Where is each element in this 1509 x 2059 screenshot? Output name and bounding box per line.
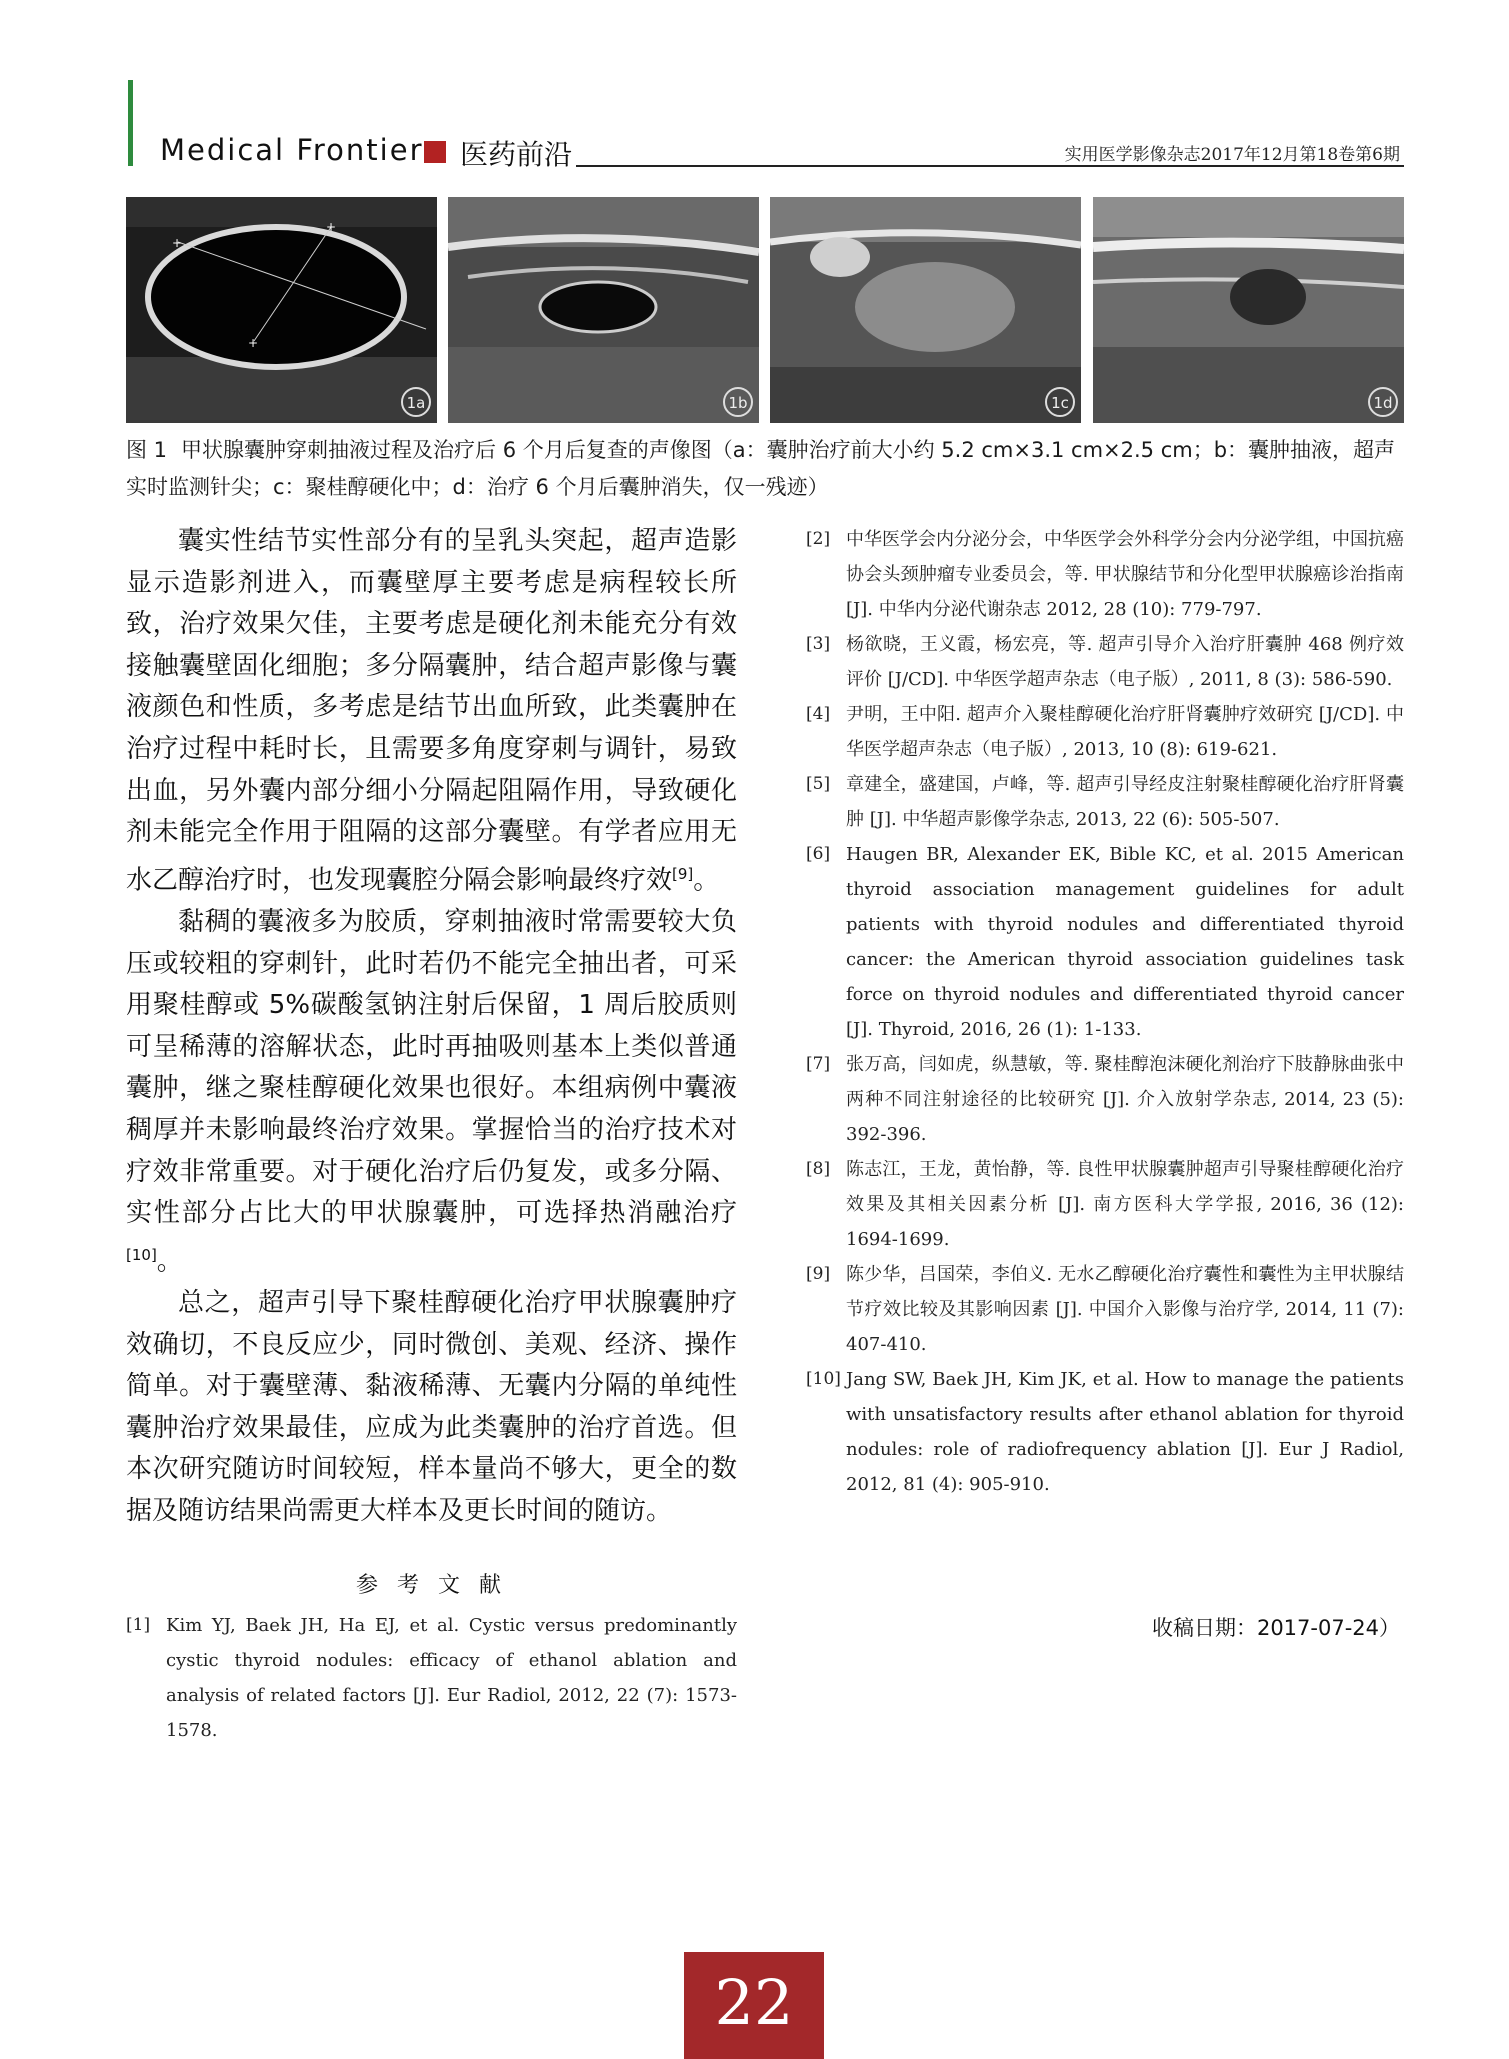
ultrasound-panel-1d [1093, 197, 1404, 423]
ultrasound-panel-1c [770, 197, 1081, 423]
reference-number: [6] [806, 844, 831, 864]
ultrasound-image-1c [770, 197, 1081, 423]
reference-number: [2] [806, 529, 831, 549]
reference-number: [8] [806, 1159, 831, 1179]
body-paragraph-2: 黏稠的囊液多为胶质，穿刺抽液时常需要较大负压或较粗的穿刺针，此时若仍不能完全抽出者，可采用聚桂醇或 5%碳酸氢钠注射后保留，1 周后胶质则可呈稀薄的溶解状态，此时再抽吸则基本上类似普通囊肿，继之聚桂醇硬化效果也很好。本组病例中囊液稠厚并未影响最终治疗效果。掌握恰当的治疗技术对疗效非常重要。对于硬化治疗后仍复发，或多分隔、实性部分占比大的甲状腺囊肿，可选择热消融治疗[10]。 [126, 907, 737, 1277]
brand-title-cn: 医药前沿 [460, 138, 573, 171]
ultrasound-image-1d [1093, 197, 1404, 423]
reference-item [806, 1362, 1404, 1502]
header-rule [576, 165, 1404, 167]
figure-caption [126, 432, 1404, 506]
svg-text:+: + [248, 336, 259, 350]
reference-item [126, 1608, 737, 1748]
reference-list-left [126, 1608, 737, 1748]
reference-number: [9] [806, 1264, 831, 1284]
ultrasound-figure [126, 197, 1404, 423]
reference-number: [7] [806, 1054, 831, 1074]
reference-item [806, 767, 1404, 837]
page-number: 22 [714, 1966, 794, 2039]
reference-number: [3] [806, 634, 831, 654]
reference-text: 张万高，闫如虎，纵慧敏，等. 聚桂醇泡沫硬化剂治疗下肢静脉曲张中两种不同注射途径的比较研究 [J]. 介入放射学杂志, 2014, 23 (5): 392-396. [846, 1054, 1404, 1145]
brand-title-en: Medical Frontier [160, 133, 424, 167]
ultrasound-panel-1b [448, 197, 759, 423]
body-paragraph-1: 囊实性结节实性部分有的呈乳头突起，超声造影显示造影剂进入，而囊壁厚主要考虑是病程较长所致，治疗效果欠佳，主要考虑是硬化剂未能充分有效接触囊壁固化细胞；多分隔囊肿，结合超声影像与囊液颜色和性质，多考虑是结节出血所致，此类囊肿在治疗过程中耗时长，且需要多角度穿刺与调针，易致出血，另外囊内部分细小分隔起阻隔作用，导致硬化剂未能完全作用于阻隔的这部分囊壁。有学者应用无水乙醇治疗时，也发现囊腔分隔会影响最终疗效[9]。 [126, 526, 737, 896]
page-number-box [684, 1952, 824, 2059]
reference-text: Kim YJ, Baek JH, Ha EJ, et al. Cystic versus predominantly cystic thyroid nodules: efficacy of ethanol ablation and analysis of related factors [J]. Eur Radiol, 2012, 22 (7): 1573-1578. [166, 1615, 737, 1741]
reference-item [806, 1047, 1404, 1152]
reference-item [806, 1257, 1404, 1362]
reference-item [806, 627, 1404, 697]
svg-text:+: + [326, 220, 337, 234]
reference-text: 尹明，王中阳. 超声介入聚桂醇硬化治疗肝肾囊肿疗效研究 [J/CD]. 中华医学超声杂志（电子版）, 2013, 10 (8): 619-621. [846, 704, 1404, 760]
brand-square-icon [424, 141, 446, 163]
ultrasound-image-1a [126, 197, 437, 423]
panel-label-1b: 1b [723, 387, 753, 417]
reference-list-right [806, 522, 1404, 1502]
reference-item [806, 837, 1404, 1047]
caption-label: 图 1 [126, 438, 168, 462]
header-accent-bar [128, 80, 133, 166]
panel-label-1d: 1d [1368, 387, 1398, 417]
reference-text: 陈少华，吕国荣，李伯义. 无水乙醇硬化治疗囊性和囊性为主甲状腺结节疗效比较及其影响因素 [J]. 中国介入影像与治疗学, 2014, 11 (7): 407-410. [846, 1264, 1404, 1355]
ultrasound-image-1b [448, 197, 759, 423]
reference-text: Jang SW, Baek JH, Kim JK, et al. How to manage the patients with unsatisfactory results after ethanol ablation for thyroid nodules: role of radiofrequency ablation [J]. Eur J Radiol, 2012, 81 (4): 905-910. [846, 1369, 1404, 1495]
reference-item [806, 522, 1404, 627]
reference-number: [5] [806, 774, 831, 794]
reference-number: [10] [806, 1369, 841, 1389]
reference-item [806, 697, 1404, 767]
reference-item [806, 1152, 1404, 1257]
reference-text: 杨欲晓，王义霞，杨宏亮，等. 超声引导介入治疗肝囊肿 468 例疗效评价 [J/CD]. 中华医学超声杂志（电子版）, 2011, 8 (3): 586-590. [846, 634, 1404, 690]
reference-text: Haugen BR, Alexander EK, Bible KC, et al. 2015 American thyroid association management guidelines for adult patients with thyroid nodules and differentiated thyroid cancer: the American thyroid association guidelines task force on thyroid nodules and differentiated thyroid cancer [J]. Thyroid, 2016, 26 (1): 1-133. [846, 844, 1404, 1040]
references-heading: 参 考 文 献 [356, 1573, 507, 1598]
citation-9: [9] [672, 864, 694, 883]
reference-text: 陈志江，王龙，黄怡静，等. 良性甲状腺囊肿超声引导聚桂醇硬化治疗效果及其相关因素分析 [J]. 南方医科大学学报, 2016, 36 (12): 1694-1699. [846, 1159, 1404, 1250]
reference-text: 章建全，盛建国，卢峰，等. 超声引导经皮注射聚桂醇硬化治疗肝肾囊肿 [J]. 中华超声影像学杂志, 2013, 22 (6): 505-507. [846, 774, 1404, 830]
reference-number: [1] [126, 1615, 151, 1635]
journal-info: 实用医学影像杂志2017年12月第18卷第6期 [1064, 145, 1400, 165]
caption-text: 甲状腺囊肿穿刺抽液过程及治疗后 6 个月后复查的声像图（a：囊肿治疗前大小约 5.2 cm×3.1 cm×2.5 cm；b：囊肿抽液，超声实时监测针尖；c：聚桂醇硬化中；d：治疗 6 个月后囊肿消失，仅一残迹） [126, 438, 1396, 499]
panel-label-1c: 1c [1045, 387, 1075, 417]
citation-10: [10] [126, 1245, 157, 1264]
body-paragraph-3: 总之，超声引导下聚桂醇硬化治疗甲状腺囊肿疗效确切，不良反应少，同时微创、美观、经济、操作简单。对于囊壁薄、黏液稀薄、无囊内分隔的单纯性囊肿治疗效果最佳，应成为此类囊肿的治疗首选。但本次研究随访时间较短，样本量尚不够大，更全的数据及随访结果尚需更大样本及更长时间的随访。 [126, 1288, 737, 1526]
ultrasound-panel-1a [126, 197, 437, 423]
reference-text: 中华医学会内分泌分会，中华医学会外科学分会内分泌学组，中国抗癌协会头颈肿瘤专业委员会，等. 甲状腺结节和分化型甲状腺癌诊治指南 [J]. 中华内分泌代谢杂志 2012, 28 (10): 779-797. [846, 529, 1404, 620]
reference-number: [4] [806, 704, 831, 724]
received-date: 收稿日期：2017-07-24） [1151, 1616, 1400, 1640]
body-text [126, 521, 737, 1533]
panel-label-1a: 1a [401, 387, 431, 417]
svg-text:+: + [172, 236, 183, 250]
